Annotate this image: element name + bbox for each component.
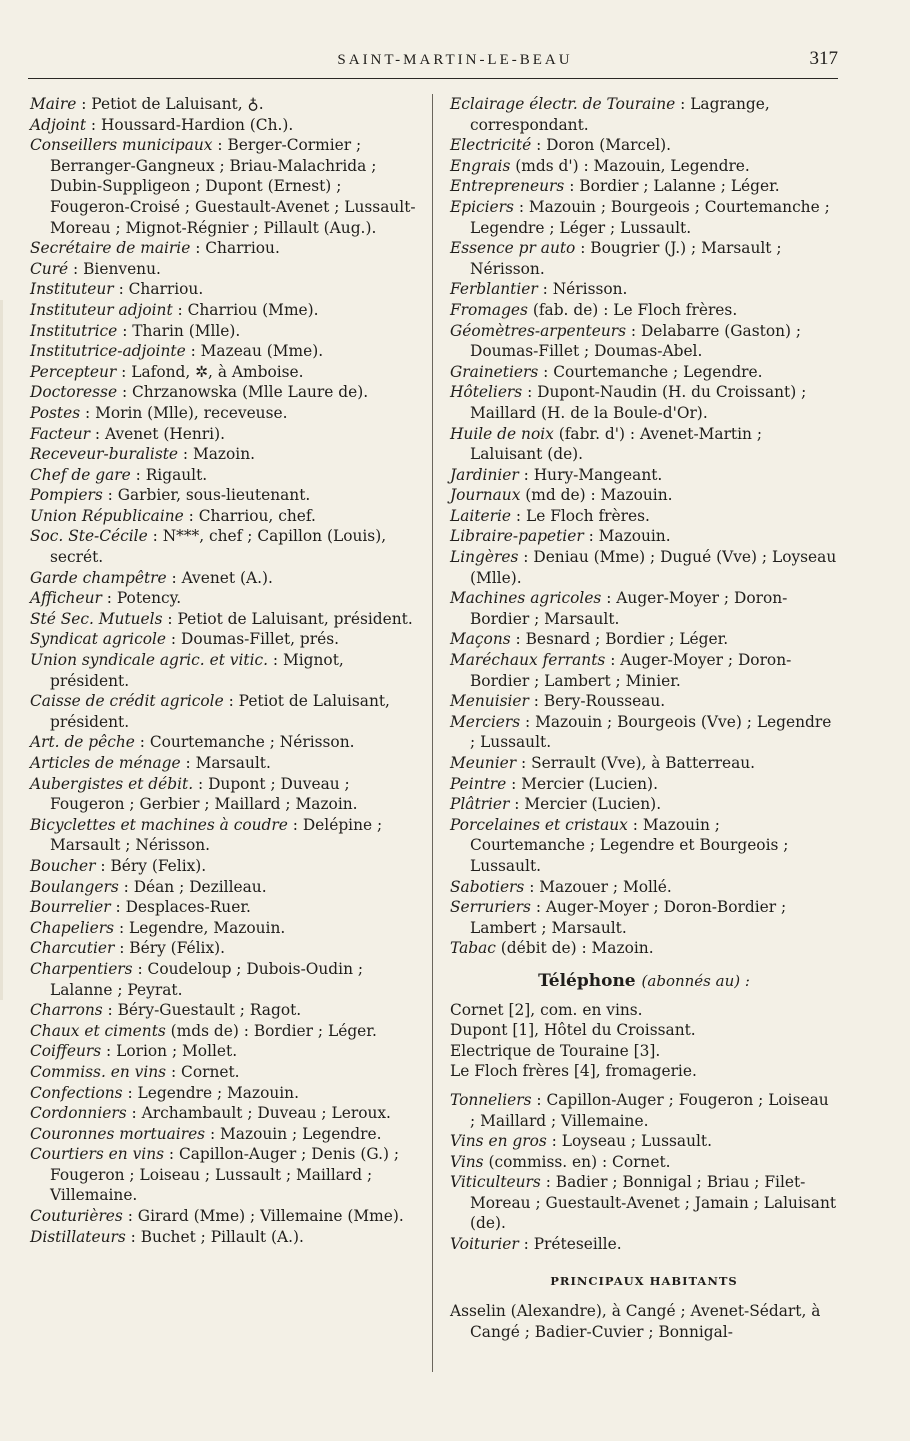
entry-text: : Loyseau ; Lussault. xyxy=(546,1132,712,1151)
entry-label: Charcutier xyxy=(30,939,115,958)
entry-text: : Déan ; Dezilleau. xyxy=(118,877,267,896)
entry-label: Distillateurs xyxy=(30,1227,126,1246)
entry-text: : Berger-Cormier ; Berranger-Gangneux ; Briau-Malachrida ; Dubin-Suppligeon ; Dupont (Ernest) ; Fougeron-Croisé ; Guestault-Avenet ; Lussault-Moreau ; Mignot-Régnier ; Pillault (Aug.). xyxy=(50,136,416,237)
entry-label: Bicyclettes et machines à coudre xyxy=(30,815,288,834)
entry-text: : Charriou. xyxy=(113,280,204,299)
directory-entry xyxy=(30,485,416,506)
entry-label: Institutrice-adjointe xyxy=(30,342,186,361)
directory-entry xyxy=(450,938,838,959)
directory-entry xyxy=(30,424,416,445)
directory-entry xyxy=(30,1021,416,1042)
entry-text: : Nérisson. xyxy=(537,280,628,299)
entry-label: Commiss. en vins xyxy=(30,1062,167,1081)
entry-text: : Girard (Mme) ; Villemaine (Mme). xyxy=(122,1207,404,1226)
entry-text: : Serrault (Vve), à Batterreau. xyxy=(516,754,756,772)
entry-label: Viticulteurs xyxy=(450,1173,541,1192)
directory-entry xyxy=(30,1041,416,1062)
directory-entry xyxy=(450,815,838,877)
directory-entry xyxy=(450,94,838,135)
entry-label: Instituteur xyxy=(30,280,114,299)
telephone-heading xyxy=(450,971,838,992)
entry-label: Aubergistes et débit. xyxy=(30,774,194,793)
directory-entry xyxy=(30,94,416,115)
entry-label: Syndicat agricole xyxy=(30,630,167,649)
entry-text: (mds d') : Mazouin, Legendre. xyxy=(510,156,750,175)
entry-text: : Houssard-Hardion (Ch.). xyxy=(86,115,294,134)
entry-text: : Mazouin ; Bourgeois (Vve) ; Legendre ; Lussault. xyxy=(470,712,832,752)
directory-entry xyxy=(30,1124,416,1145)
directory-entry xyxy=(450,1234,838,1255)
directory-entry xyxy=(30,444,416,465)
directory-entry xyxy=(450,506,838,527)
entry-text: : Auger-Moyer ; Doron-Bordier ; Lambert ; Marsault. xyxy=(470,898,787,937)
entry-label: Art. de pêche xyxy=(30,733,135,752)
right-column-entries-continued xyxy=(450,1090,838,1255)
entry-text: : Desplaces-Ruer. xyxy=(110,898,251,917)
entry-text: : Lafond, ✲, à Amboise. xyxy=(116,362,304,381)
entry-text: : Mazouin ; Courtemanche ; Legendre et Bourgeois ; Lussault. xyxy=(470,815,789,875)
entry-label: Articles de ménage xyxy=(30,754,181,772)
entry-label: Courtiers en vins xyxy=(30,1145,165,1164)
header-rule xyxy=(28,78,838,79)
entry-text: : Le Floch frères. xyxy=(511,506,650,525)
entry-text: : Hury-Mangeant. xyxy=(518,465,663,484)
directory-entry xyxy=(450,650,838,691)
entry-text: : Cornet. xyxy=(166,1062,240,1081)
column-divider xyxy=(432,94,433,1372)
entry-label: Laiterie xyxy=(450,506,511,525)
entry-label: Chaux et ciments xyxy=(30,1021,166,1040)
entry-label: Plâtrier xyxy=(450,795,510,814)
entry-text: : Legendre ; Mazouin. xyxy=(122,1083,299,1102)
entry-label: Boucher xyxy=(30,856,96,875)
directory-entry xyxy=(30,774,416,815)
entry-label: Peintre xyxy=(450,774,507,793)
left-column xyxy=(30,94,416,1247)
entry-text: : Auger-Moyer ; Doron-Bordier ; Marsault. xyxy=(470,589,788,628)
entry-label: Tonneliers xyxy=(450,1090,532,1109)
directory-entry xyxy=(30,568,416,589)
entry-label: Chef de gare xyxy=(30,465,131,484)
entry-label: Vins xyxy=(450,1152,484,1171)
entry-text: : Besnard ; Bordier ; Léger. xyxy=(510,630,729,649)
entry-text: : Courtemanche ; Legendre. xyxy=(538,362,763,381)
directory-entry xyxy=(30,1062,416,1083)
entry-text: (mds de) : Bordier ; Léger. xyxy=(165,1021,377,1040)
entry-text: : Lorion ; Mollet. xyxy=(101,1042,238,1061)
directory-entry xyxy=(450,691,838,712)
entry-text: : Buchet ; Pillault (A.). xyxy=(125,1227,304,1246)
directory-entry xyxy=(450,629,838,650)
entry-label: Charrons xyxy=(30,1001,103,1020)
directory-entry xyxy=(30,362,416,383)
entry-label: Hôteliers xyxy=(450,383,523,402)
directory-entry xyxy=(30,1144,416,1206)
directory-entry xyxy=(30,465,416,486)
entry-text: : Mazeau (Mme). xyxy=(185,342,324,361)
entry-label: Journaux xyxy=(450,486,521,505)
entry-text: : Mazouin. xyxy=(583,527,671,546)
entry-text: (md de) : Mazouin. xyxy=(520,486,673,505)
entry-text: : Garbier, sous-lieutenant. xyxy=(102,486,311,505)
entry-label: Huile de noix xyxy=(450,424,554,443)
running-title: SAINT-MARTIN-LE-BEAU xyxy=(337,52,573,68)
entry-label: Bourrelier xyxy=(30,898,111,917)
entry-text: : Potency. xyxy=(101,589,182,608)
entry-label: Engrais xyxy=(450,156,511,175)
directory-entry xyxy=(30,856,416,877)
directory-entry xyxy=(30,938,416,959)
directory-entry xyxy=(30,341,416,362)
habitants-text: Asselin (Alexandre), à Cangé ; Avenet-Sédart, à Cangé ; Badier-Cuvier ; Bonnigal- xyxy=(450,1302,821,1341)
directory-entry xyxy=(30,753,416,774)
entry-text: : Bery-Rousseau. xyxy=(528,692,666,711)
entry-label: Sté Sec. Mutuels xyxy=(30,609,163,628)
directory-entry xyxy=(450,321,838,362)
entry-label: Couturières xyxy=(30,1207,123,1226)
telephone-list xyxy=(450,1000,838,1082)
directory-entry xyxy=(450,794,838,815)
entry-text: : Mazouin ; Bourgeois ; Courtemanche ; Legendre ; Léger ; Lussault. xyxy=(470,197,830,237)
directory-entry xyxy=(30,403,416,424)
entry-text: (débit de) : Mazoin. xyxy=(495,939,654,958)
directory-entry xyxy=(30,918,416,939)
directory-entry xyxy=(450,753,838,774)
entry-label: Serruriers xyxy=(450,898,531,917)
entry-label: Grainetiers xyxy=(450,362,539,381)
directory-entry xyxy=(450,197,838,238)
entry-text: : Mercier (Lucien). xyxy=(506,774,658,793)
entry-label: Caisse de crédit agricole xyxy=(30,692,224,711)
directory-entry xyxy=(30,815,416,856)
entry-text: : Préteseille. xyxy=(518,1235,622,1254)
entry-text: : Doumas-Fillet, prés. xyxy=(166,630,340,649)
directory-entry xyxy=(450,526,838,547)
entry-label: Porcelaines et cristaux xyxy=(450,815,628,834)
telephone-line: Dupont [1], Hôtel du Croissant. xyxy=(450,1021,696,1040)
entry-text: (commiss. en) : Cornet. xyxy=(483,1152,671,1171)
directory-entry xyxy=(30,588,416,609)
entry-text: : Avenet (Henri). xyxy=(90,424,225,443)
directory-entry xyxy=(30,1083,416,1104)
directory-entry xyxy=(30,238,416,259)
telephone-line: Cornet [2], com. en vins. xyxy=(450,1000,643,1019)
directory-entry xyxy=(30,609,416,630)
entry-text: : Béry-Guestault ; Ragot. xyxy=(102,1001,302,1020)
entry-label: Electricité xyxy=(450,136,532,155)
entry-text: : Capillon-Auger ; Fougeron ; Loiseau ; Maillard ; Villemaine. xyxy=(470,1090,829,1130)
directory-entry xyxy=(450,877,838,898)
entry-label: Chapeliers xyxy=(30,918,115,937)
entry-text: : Legendre, Mazouin. xyxy=(114,918,286,937)
entry-text: : Delépine ; Marsault ; Nérisson. xyxy=(50,815,383,855)
entry-text: : Mercier (Lucien). xyxy=(509,795,662,814)
entry-text: : Mazouer ; Mollé. xyxy=(524,877,672,896)
entry-text: : Rigault. xyxy=(130,465,208,484)
entry-label: Menuisier xyxy=(450,692,529,711)
entry-text: : Delabarre (Gaston) ; Doumas-Fillet ; Doumas-Abel. xyxy=(470,321,802,361)
directory-entry xyxy=(30,877,416,898)
entry-text: : Petiot de Laluisant, président. xyxy=(162,609,413,628)
entry-label: Cordonniers xyxy=(30,1104,127,1123)
entry-label: Instituteur adjoint xyxy=(30,300,173,319)
directory-entry xyxy=(450,1172,838,1234)
entry-label: Merciers xyxy=(450,712,521,731)
directory-entry xyxy=(450,238,838,279)
entry-text: : Petiot de Laluisant, président. xyxy=(50,692,390,731)
entry-text: : Deniau (Mme) ; Dugué (Vve) ; Loyseau (Mlle). xyxy=(470,548,837,587)
entry-label: Meunier xyxy=(450,754,517,772)
right-column-entries xyxy=(450,94,838,959)
directory-entry xyxy=(30,1103,416,1124)
entry-text: : N***, chef ; Capillon (Louis), secrét. xyxy=(50,527,387,567)
entry-label: Secrétaire de mairie xyxy=(30,239,191,258)
directory-entry xyxy=(450,465,838,486)
entry-label: Boulangers xyxy=(30,877,119,896)
directory-entry xyxy=(450,156,838,177)
page-number: 317 xyxy=(809,48,838,69)
entry-label: Pompiers xyxy=(30,486,103,505)
directory-entry xyxy=(30,897,416,918)
entry-label: Eclairage électr. de Touraine xyxy=(450,95,676,113)
directory-entry xyxy=(30,959,416,1000)
directory-entry xyxy=(30,1000,416,1021)
directory-entry xyxy=(30,1227,416,1248)
entry-text: : Béry (Felix). xyxy=(95,856,207,875)
directory-entry xyxy=(30,732,416,753)
directory-entry xyxy=(450,1131,838,1152)
entry-text: : Doron (Marcel). xyxy=(531,136,672,155)
entry-text: : Auger-Moyer ; Doron-Bordier ; Lambert ; Minier. xyxy=(470,651,792,690)
directory-entry xyxy=(30,279,416,300)
directory-entry xyxy=(450,176,838,197)
entry-label: Couronnes mortuaires xyxy=(30,1124,206,1143)
telephone-title: Téléphone xyxy=(538,970,636,991)
entry-label: Géomètres-arpenteurs xyxy=(450,321,626,340)
page-edge-shadow xyxy=(0,300,3,1000)
directory-entry xyxy=(450,424,838,465)
entry-label: Vins en gros xyxy=(450,1132,547,1151)
entry-text: : Coudeloup ; Dubois-Oudin ; Lalanne ; Peyrat. xyxy=(50,959,364,999)
directory-entry xyxy=(450,588,838,629)
entry-label: Facteur xyxy=(30,424,90,443)
entry-text: (fabr. d') : Avenet-Martin ; Laluisant (de). xyxy=(470,424,763,464)
directory-entry xyxy=(450,362,838,383)
entry-label: Epiciers xyxy=(450,197,514,216)
entry-label: Entrepreneurs xyxy=(450,177,565,196)
entry-label: Essence pr auto xyxy=(450,239,576,258)
directory-entry xyxy=(450,774,838,795)
directory-entry xyxy=(30,115,416,136)
entry-text: : Mazoin. xyxy=(178,445,256,464)
entry-text: : Charriou, chef. xyxy=(183,506,316,525)
entry-text: : Mazouin ; Legendre. xyxy=(205,1124,382,1143)
directory-entry xyxy=(450,897,838,938)
entry-label: Garde champêtre xyxy=(30,568,167,587)
telephone-line: Electrique de Touraine [3]. xyxy=(450,1041,661,1060)
entry-label: Union Républicaine xyxy=(30,506,184,525)
directory-entry xyxy=(30,259,416,280)
entry-label: Conseillers municipaux xyxy=(30,136,213,155)
entry-label: Maire xyxy=(30,95,77,113)
directory-entry xyxy=(450,485,838,506)
right-column xyxy=(450,94,838,1342)
entry-text: : Bienvenu. xyxy=(68,259,161,278)
entry-label: Receveur-buraliste xyxy=(30,445,179,464)
directory-entry xyxy=(30,691,416,732)
entry-label: Union syndicale agric. et vitic. xyxy=(30,651,269,670)
entry-text: : Mignot, président. xyxy=(50,651,344,690)
entry-text: : Archambault ; Duveau ; Leroux. xyxy=(126,1104,391,1123)
directory-entry xyxy=(30,135,416,238)
entry-text: : Capillon-Auger ; Denis (G.) ; Fougeron ; Loiseau ; Lussault ; Maillard ; Villemaine. xyxy=(50,1145,400,1205)
entry-label: Soc. Ste-Cécile xyxy=(30,527,148,546)
entry-label: Sabotiers xyxy=(450,877,525,896)
directory-entry xyxy=(30,506,416,527)
entry-label: Confections xyxy=(30,1083,123,1102)
entry-label: Percepteur xyxy=(30,362,117,381)
directory-entry xyxy=(450,300,838,321)
entry-text: : Bordier ; Lalanne ; Léger. xyxy=(564,177,780,196)
entry-label: Doctoresse xyxy=(30,383,118,402)
entry-text: : Dupont-Naudin (H. du Croissant) ; Maillard (H. de la Boule-d'Or). xyxy=(470,383,807,422)
directory-entry xyxy=(450,547,838,588)
directory-entry xyxy=(450,712,838,753)
directory-entry xyxy=(450,382,838,423)
entry-text: : Bougrier (J.) ; Marsault ; Nérisson. xyxy=(470,239,782,278)
entry-text: : Dupont ; Duveau ; Fougeron ; Gerbier ; Maillard ; Mazoin. xyxy=(50,774,358,814)
entry-label: Machines agricoles xyxy=(450,589,602,608)
entry-text: : Tharin (Mlle). xyxy=(117,321,241,340)
directory-entry xyxy=(30,526,416,567)
directory-entry xyxy=(450,135,838,156)
page-header xyxy=(0,44,910,84)
entry-label: Lingères xyxy=(450,548,519,567)
entry-label: Curé xyxy=(30,259,69,278)
entry-text: : Avenet (A.). xyxy=(166,568,273,587)
directory-entry xyxy=(450,279,838,300)
directory-entry xyxy=(30,1206,416,1227)
entry-text: : Charriou (Mme). xyxy=(172,300,319,319)
entry-label: Afficheur xyxy=(30,589,102,608)
entry-label: Coiffeurs xyxy=(30,1042,102,1061)
entry-text: : Petiot de Laluisant, ♁. xyxy=(76,95,264,113)
telephone-line: Le Floch frères [4], fromagerie. xyxy=(450,1062,697,1081)
entry-label: Libraire-papetier xyxy=(450,527,584,546)
directory-entry xyxy=(450,1152,838,1173)
entry-label: Tabac xyxy=(450,939,496,958)
entry-label: Postes xyxy=(30,403,81,422)
directory-entry xyxy=(30,321,416,342)
directory-entry xyxy=(30,650,416,691)
entry-text: : Morin (Mlle), receveuse. xyxy=(80,403,288,422)
habitants-title: PRINCIPAUX HABITANTS xyxy=(550,1273,738,1288)
entry-text: : Lagrange, correspondant. xyxy=(470,95,770,134)
entry-label: Jardinier xyxy=(450,465,519,484)
directory-entry xyxy=(30,300,416,321)
entry-text: : Courtemanche ; Nérisson. xyxy=(134,733,355,752)
entry-label: Maréchaux ferrants xyxy=(450,651,606,670)
entry-label: Fromages xyxy=(450,300,528,319)
entry-text: : Charriou. xyxy=(190,239,280,258)
directory-entry xyxy=(30,382,416,403)
entry-text: : Badier ; Bonnigal ; Briau ; Filet-Moreau ; Guestault-Avenet ; Jamain ; Laluisant (de). xyxy=(470,1173,837,1233)
telephone-subtitle: (abonnés au) : xyxy=(641,971,750,990)
entry-text: : Marsault. xyxy=(180,754,271,772)
entry-label: Ferblantier xyxy=(450,280,538,299)
entry-label: Maçons xyxy=(450,630,511,649)
entry-label: Institutrice xyxy=(30,321,118,340)
entry-text: (fab. de) : Le Floch frères. xyxy=(527,300,738,319)
directory-entry xyxy=(450,1090,838,1131)
entry-text: : Béry (Félix). xyxy=(114,939,226,958)
directory-entry xyxy=(30,629,416,650)
entry-label: Voiturier xyxy=(450,1235,519,1254)
entry-text: : Chrzanowska (Mlle Laure de). xyxy=(117,383,369,402)
entry-label: Charpentiers xyxy=(30,959,133,978)
entry-label: Adjoint xyxy=(30,115,87,134)
